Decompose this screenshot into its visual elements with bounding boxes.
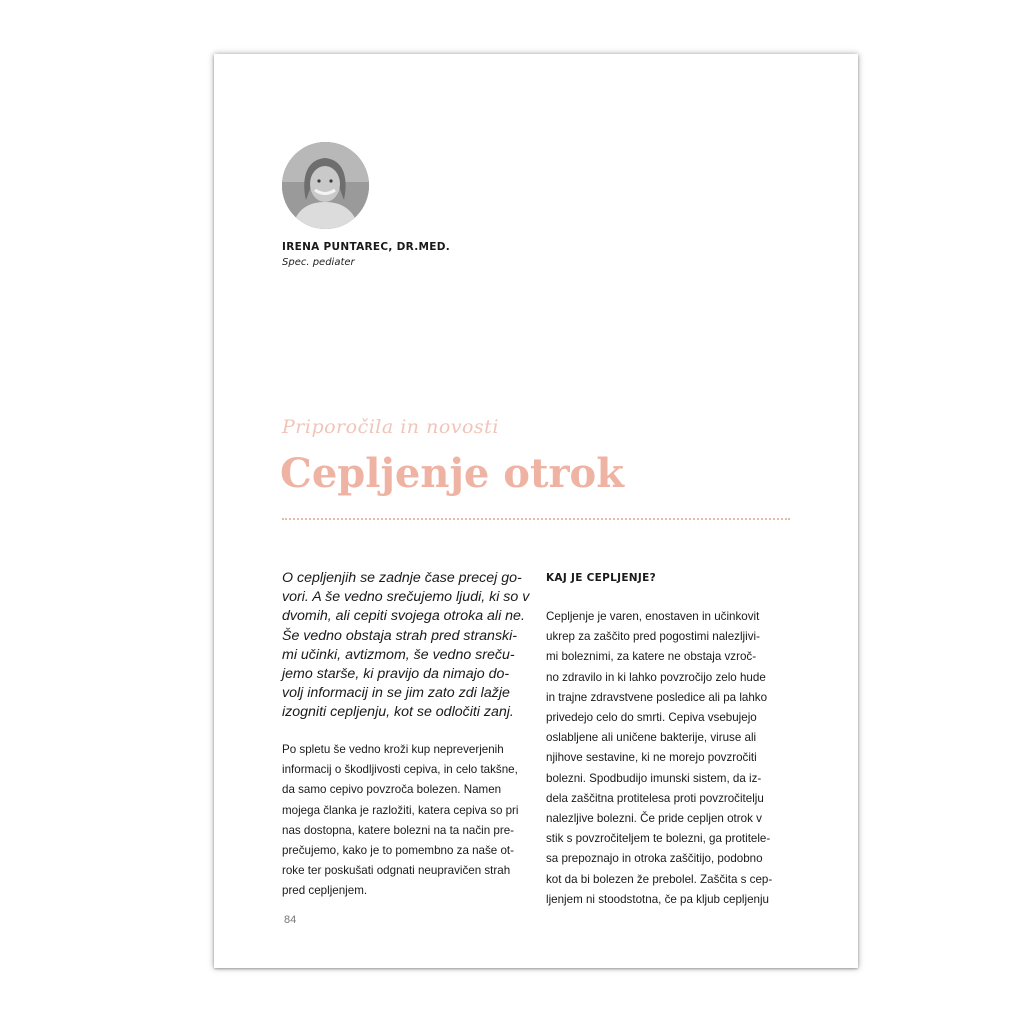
body-line: sa prepoznajo in otroka zaščitijo, podobno [546,852,763,866]
article-kicker: Priporočila in novosti [282,416,499,438]
author-name: IRENA PUNTAREC, DR.MED. [282,241,451,253]
body-line: Cepljenje je varen, enostaven in učinkovit [546,610,760,623]
body-line: stik s povzročiteljem te bolezni, ga protitele- [546,832,771,846]
body-line: in trajne zdravstvene posledice ali pa lahko [546,690,768,704]
author-photo [282,142,369,229]
body-line: mojega članka je razložiti, katera cepiva so pri [282,803,519,817]
body-paragraph-left [282,740,526,902]
page-number: 84 [284,914,297,926]
lead-line: mi učinki, avtizmom, še vedno sreču- [282,646,515,663]
lead-line: jemo starše, ki pravijo da nimajo do- [282,666,510,683]
dotted-divider [282,518,790,520]
author-role: Spec. pediater [282,257,355,268]
body-line: pred cepljenjem. [282,884,368,898]
section-heading: KAJ JE CEPLJENJE? [546,572,656,584]
body-line: roke ter poskušati odgnati neupravičen strah [282,864,511,878]
lead-line: dvomih, ali cepiti svojega otroka ali ne. [282,608,525,625]
body-line: oslabljene ali uničene bakterije, viruse ali [546,731,757,745]
body-line: njihove sestavine, ki ne morejo povzročiti [546,751,757,765]
article-title: Cepljenje otrok [280,450,624,497]
lead-line: volj informacij in se jim zato zdi lažje [282,685,510,702]
body-line: nas dostopna, katere bolezni na ta način pre- [282,823,515,837]
body-line: mi boleznimi, za katere ne obstaja vzroč- [546,650,757,664]
body-line: ukrep za zaščito pred pogostimi nalezljivi- [546,630,760,644]
body-line: da samo cepivo povzroča bolezen. Namen [282,783,502,797]
lead-paragraph [282,569,530,723]
lead-line: Še vedno obstaja strah pred stranski- [282,627,518,644]
body-line: prečujemo, kako je to pomembno za naše ot- [282,844,514,858]
lead-line: O cepljenjih se zadnje čase precej go- [282,570,522,586]
body-line: no zdravilo in ki lahko povzročijo zelo hude [546,670,766,684]
body-line: bolezni. Spodbudijo imunski sistem, da iz- [546,771,762,785]
body-line: nalezljive bolezni. Če pride cepljen otrok v [546,812,762,826]
body-line: ljenjem ni stoodstotna, če pa kljub cepljenju [546,892,769,906]
lead-line: izogniti cepljenju, kot se odločiti zanj. [282,704,514,721]
magazine-page [214,54,858,968]
author-portrait-image [282,142,369,229]
body-line: privedejo celo do smrti. Cepiva vsebujejo [546,711,757,725]
body-line: informacij o škodljivosti cepiva, in celo takšne, [282,763,518,777]
lead-line: vori. A še vedno srečujemo ljudi, ki so v [282,589,530,606]
body-paragraph-right [546,607,791,910]
body-line: dela zaščitna protitelesa proti povzročitelju [546,791,764,805]
body-line: Po spletu še vedno kroži kup nepreverjenih [282,743,504,756]
body-line: kot da bi bolezen že prebolel. Zaščita s cep- [546,872,773,886]
